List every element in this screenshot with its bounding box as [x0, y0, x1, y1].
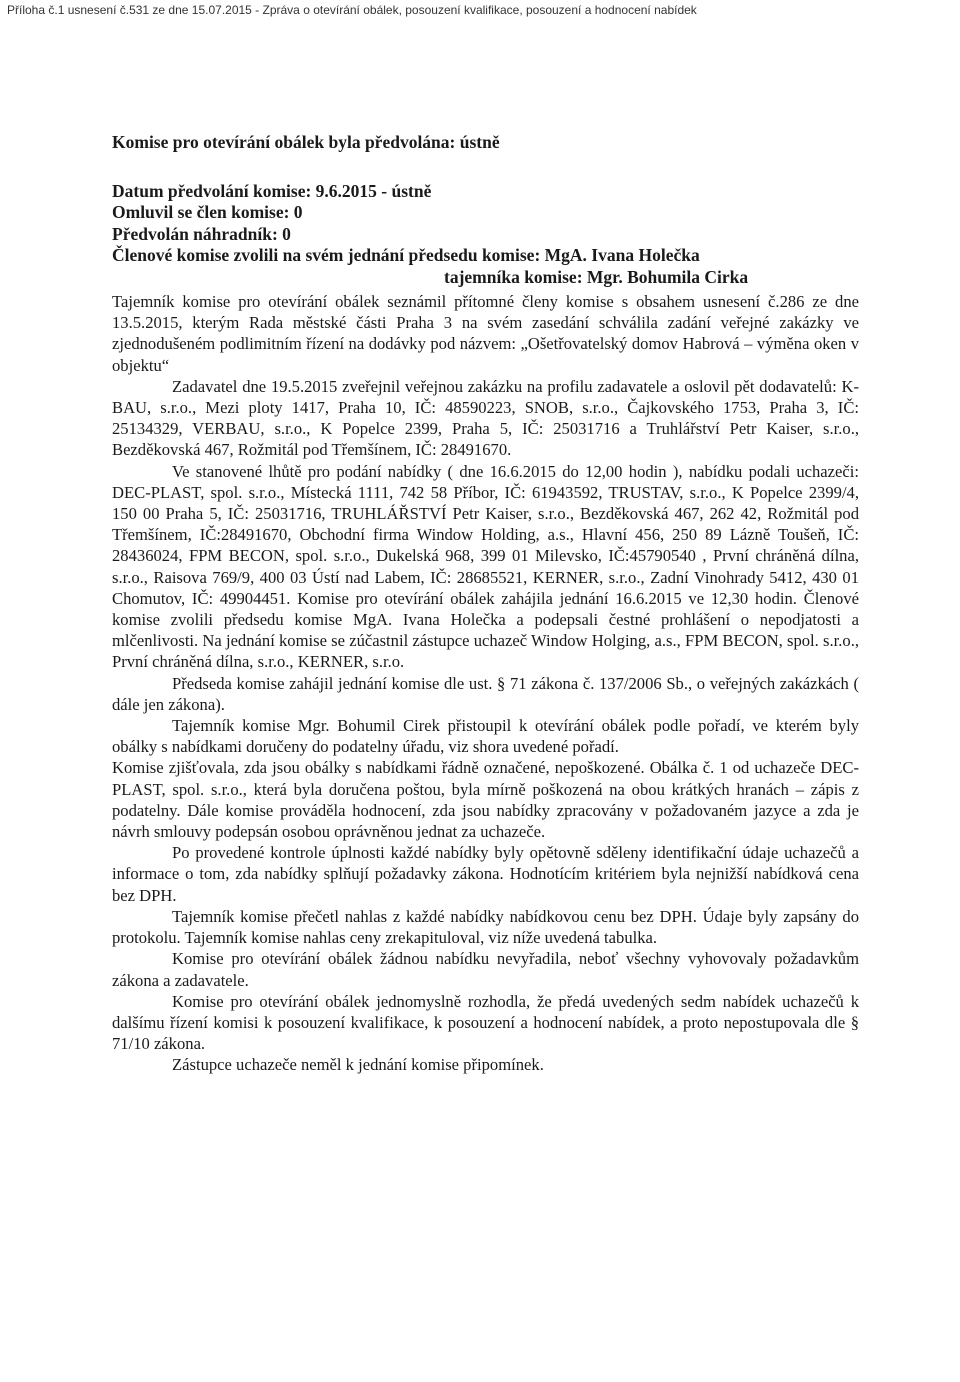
- paragraph-bidders: Ve stanovené lhůtě pro podání nabídky ( dne 16.6.2015 do 12,00 hodin ), nabídku podali uchazeči: DEC-PLAST, spol. s.r.o., Místecká 1111, 742 58 Příbor, IČ: 61943592, TRUSTAV, s.r.o., K Popelce 2399/4, 150 00 Praha 5, IČ: 25031716, TRUHLÁŘSTVÍ Petr Kaiser, s.r.o., Bezděkovská 467, 262 42, Rožmitál pod Třemšínem, IČ:28491670, Obchodní firma Window Holding, a.s., Hlavní 456, 250 89 Lázně Toušeň, IČ: 28436024, FPM BECON, spol. s.r.o., Dukelská 968, 399 01 Milevsko, IČ:45790540 , První chráněná dílna, s.r.o., Raisova 769/9, 400 03 Ústí nad Labem, IČ: 28685521, KERNER, s.r.o., Zadní Vinohrady 5412, 430 01 Chomutov, IČ: 49904451. Komise pro otevírání obálek zahájila jednání 16.6.2015 ve 12,30 hodin. Členové komise zvolili předsedu komise MgA. Ivana Holečka a podepsali čestné prohlášení o nepodjatosti a mlčenlivosti. Na jednání komise se zúčastnil zástupce uchazeč Window Holging, a.s., FPM BECON, spol. s.r.o., První chráněná dílna, s.r.o., KERNER, s.r.o.: [112, 461, 859, 672]
- paragraph-envelope-check: Komise zjišťovala, zda jsou obálky s nabídkami řádně označené, nepoškozené. Obálka č. 1 od uchazeče DEC-PLAST, spol. s.r.o., která byla doručena poštou, byla mírně poškozená na obou krátkých hranách – zápis z podatelny. Dále komise prováděla hodnocení, zda jsou nabídky zpracovány v požadovaném jazyce a zda je návrh smlouvy podepsán osobou oprávněnou jednat za uchazeče.: [112, 758, 859, 842]
- convening-date-line: Datum předvolání komise: 9.6.2015 - ústně: [112, 180, 432, 201]
- paragraph-no-comments: Zástupce uchazeče neměl k jednání komise připomínek.: [172, 1055, 544, 1075]
- secretary-elected-line: tajemníka komise: Mgr. Bohumila Cirka: [444, 266, 749, 287]
- paragraph-resolution: Tajemník komise pro otevírání obálek seznámil přítomné členy komise s obsahem usnesení č.286 ze dne 13.5.2015, kterým Rada městské části Praha 3 na svém zasedání schválila zadání veřejné zakázky ve zjednodušeném podlimitním řízení na dodávky pod názvem: „Ošetřovatelský domov Habrová – výměna oken v objektu“: [112, 292, 859, 375]
- paragraph-prices-read: Tajemník komise přečetl nahlas z každé nabídky nabídkovou cenu bez DPH. Údaje byly zapsány do protokolu. Tajemník komise nahlas ceny zrekapituloval, viz níže uvedená tabulka.: [112, 906, 859, 948]
- paragraph-chairman-opened: Předseda komise zahájil jednání komise dle ust. § 71 zákona č. 137/2006 Sb., o veřejných zakázkách ( dále jen zákona).: [112, 673, 859, 714]
- paragraph-opening-order: Tajemník komise Mgr. Bohumil Cirek přistoupil k otevírání obálek podle pořadí, ve kterém byly obálky s nabídkami doručeny do podatelny úřadu, viz shora uvedené pořadí.: [112, 716, 859, 757]
- paragraph-no-exclusion: Komise pro otevírání obálek žádnou nabídku nevyřadila, neboť všechny vyhovovaly požadavkům zákona a zadavatele.: [112, 949, 859, 990]
- document-body: [112, 132, 859, 1076]
- substitute-line: Předvolán náhradník: 0: [112, 223, 291, 244]
- paragraph-completeness: Po provedené kontrole úplnosti každé nabídky byly opětovně sděleny identifikační údaje uchazečů a informace o tom, zda nabídky splňují požadavky zákona. Hodnotícím kritériem byla nejnižší nabídková cena bez DPH.: [112, 843, 859, 905]
- paragraph-publication: Zadavatel dne 19.5.2015 zveřejnil veřejnou zakázku na profilu zadavatele a oslovil pět dodavatelů: K-BAU, s.r.o., Mezi ploty 1417, Praha 10, IČ: 48590223, SNOB, s.r.o., Čajkovského 1753, Praha 3, IČ: 25134329, VERBAU, s.r.o., K Popelce 2399, Praha 5, IČ: 25031716 a Truhlářství Petr Kaiser, s.r.o., Bezděkovská 467, Rožmitál pod Třemšínem, IČ: 28491670.: [112, 376, 859, 460]
- paragraph-decision: Komise pro otevírání obálek jednomyslně rozhodla, že předá uvedených sedm nabídek uchazečů k dalšímu řízení komisi k posouzení kvalifikace, k posouzení a hodnocení nabídek, a proto nepostupovala dle § 71/10 zákona.: [112, 991, 859, 1054]
- commission-convened-line: Komise pro otevírání obálek byla předvolána: ústně: [112, 132, 500, 152]
- annex-header: Příloha č.1 usnesení č.531 ze dne 15.07.2015 - Zpráva o otevírání obálek, posouzení kvalifikace, posouzení a hodnocení nabídek: [7, 3, 697, 17]
- chairman-elected-line: Členové komise zvolili na svém jednání předsedu komise: MgA. Ivana Holečka: [112, 245, 700, 265]
- excused-member-line: Omluvil se člen komise: 0: [112, 202, 303, 222]
- minutes-text: [112, 291, 859, 1076]
